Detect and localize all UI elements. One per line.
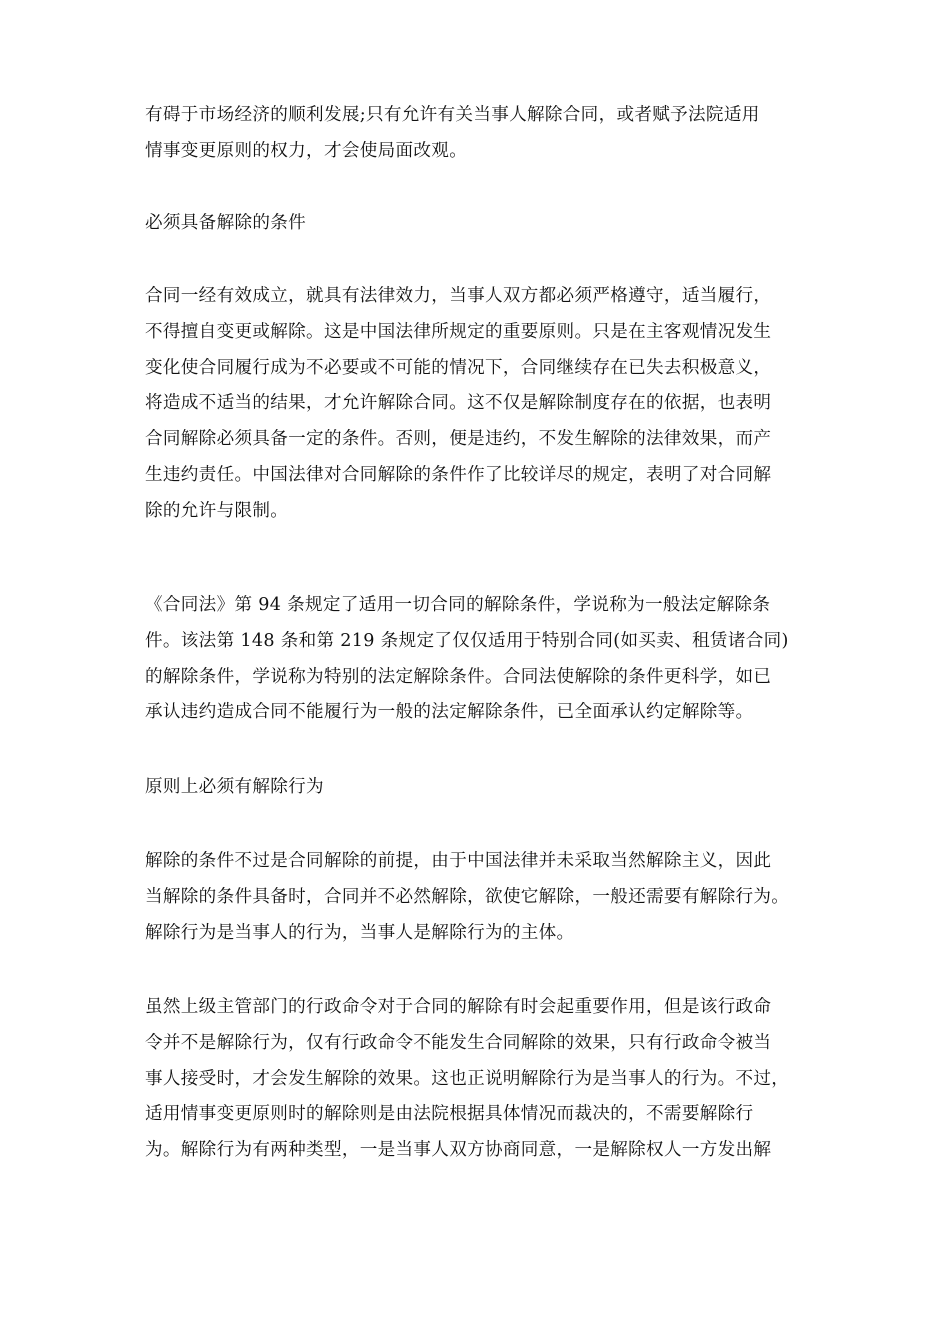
text-line: 解除行为是当事人的行为，当事人是解除行为的主体。 [145,922,575,943]
text-line: 《合同法》第 94 条规定了适用一切合同的解除条件，学说称为一般法定解除条 [145,595,771,615]
paragraph-termination-premise [145,844,815,951]
text-line: 变化使合同履行成为不必要或不可能的情况下，合同继续存在已失去积极意义， [145,357,772,378]
text-line: 合同一经有效成立，就具有法律效力，当事人双方都必须严格遵守，适当履行， [145,286,772,306]
text-line: 有碍于市场经济的顺利发展;只有允许有关当事人解除合同，或者赋予法院适用 [145,105,760,125]
text-line: 适用情事变更原则时的解除则是由法院根据具体情况而裁决的，不需要解除行 [145,1104,754,1125]
text-line: 虽然上级主管部门的行政命令对于合同的解除有时会起重要作用，但是该行政命 [145,997,772,1017]
text-line: 不得擅自变更或解除。这是中国法律所规定的重要原则。只是在主客观情况发生 [145,321,772,342]
text-line: 将造成不适当的结果，才允许解除合同。这不仅是解除制度存在的依据，也表明 [145,393,772,414]
paragraph-contract-validity [145,279,815,530]
paragraph-contract-law-articles [145,588,815,731]
text-line: 为。解除行为有两种类型，一是当事人双方协商同意，一是解除权人一方发出解 [145,1140,772,1161]
section-heading-termination-act [145,770,815,806]
text-line: 的解除条件，学说称为特别的法定解除条件。合同法使解除的条件更科学，如已 [145,666,772,687]
text-line: 合同解除必须具备一定的条件。否则，便是违约，不发生解除的法律效果，而产 [145,429,772,450]
text-line: 解除的条件不过是合同解除的前提，由于中国法律并未采取当然解除主义，因此 [145,851,772,871]
section-heading-termination-conditions [145,206,815,242]
paragraph-market-economy [145,98,815,170]
heading-line: 原则上必须有解除行为 [145,777,324,797]
text-line: 件。该法第 148 条和第 219 条规定了仅仅适用于特别合同(如买卖、租赁诸合同) [145,630,789,651]
heading-line: 必须具备解除的条件 [145,213,307,233]
text-line: 情事变更原则的权力，才会使局面改观。 [145,140,468,161]
text-line: 当解除的条件具备时，合同并不必然解除，欲使它解除，一般还需要有解除行为。 [145,886,790,907]
text-line: 令并不是解除行为，仅有行政命令不能发生合同解除的效果，只有行政命令被当 [145,1032,772,1053]
text-line: 生违约责任。中国法律对合同解除的条件作了比较详尽的规定，表明了对合同解 [145,464,772,485]
paragraph-administrative-order [145,990,815,1169]
text-line: 承认违约造成合同不能履行为一般的法定解除条件，已全面承认约定解除等。 [145,702,754,723]
text-line: 事人接受时，才会发生解除的效果。这也正说明解除行为是当事人的行为。不过， [145,1068,790,1089]
text-line: 除的允许与限制。 [145,500,289,521]
